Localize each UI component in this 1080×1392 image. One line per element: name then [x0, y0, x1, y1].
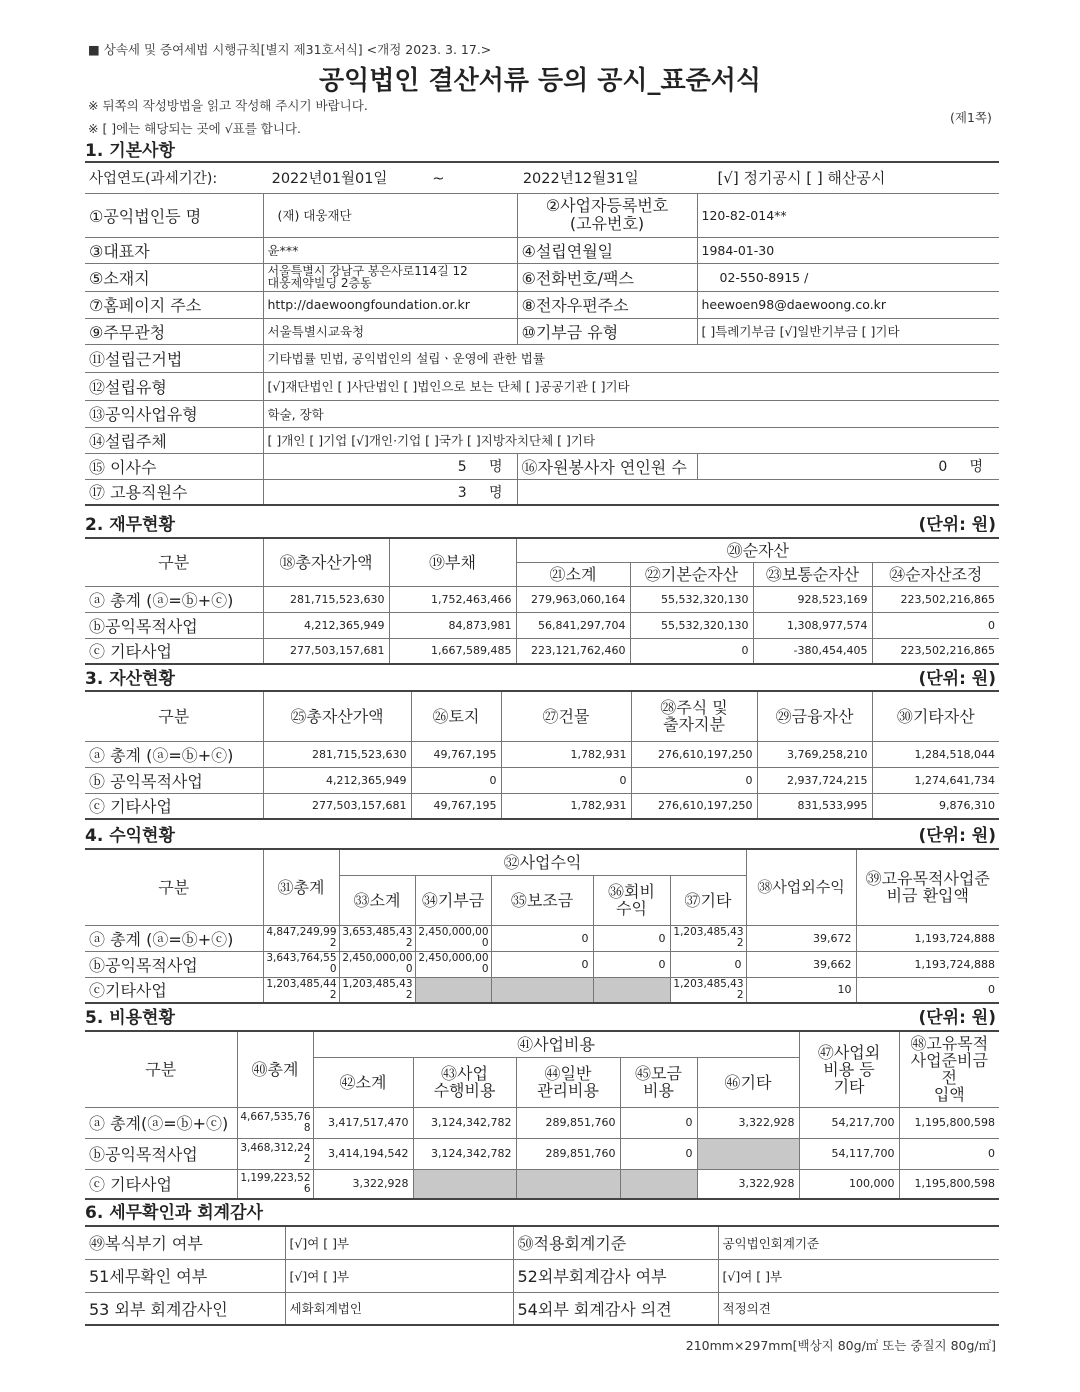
- cell: 0: [593, 925, 670, 951]
- name-label: ①공익법인등 명: [85, 193, 263, 237]
- rep-value: 윤***: [263, 237, 517, 263]
- auditor-value: 세화회계법인: [285, 1292, 513, 1325]
- directors-value: 5: [457, 459, 467, 475]
- shaded-cell: [593, 977, 670, 1003]
- cell: 3,322,928: [313, 1169, 413, 1199]
- type-label: ⑫설립유형: [85, 372, 263, 400]
- employees-label: ⑰ 고용직원수: [85, 479, 263, 505]
- cell: 1,782,931: [501, 741, 631, 767]
- addr-value: [263, 263, 517, 291]
- cell: 54,117,700: [799, 1138, 899, 1169]
- cell: 39,662: [746, 951, 856, 977]
- rev-header-reserve: ㊴고유목적사업준 비금 환입액: [856, 849, 999, 925]
- cell: 100,000: [799, 1169, 899, 1199]
- cell: 1,203,485,432: [339, 977, 415, 1003]
- cell: -380,454,405: [753, 638, 872, 664]
- cell: 1,203,485,442: [263, 977, 339, 1003]
- cell: 2,937,724,215: [757, 767, 872, 793]
- fin-header-adjust: ㉔순자산조정: [872, 562, 999, 586]
- cell: 1,195,800,598: [899, 1169, 999, 1199]
- standard-value: 공익법인회계기준: [718, 1226, 999, 1259]
- founded-label: ④설립연월일: [517, 237, 697, 263]
- asset-header-stocks: ㉘주식 및 출자지분: [631, 691, 757, 741]
- standard-label: ㊿적용회계기준: [513, 1226, 718, 1259]
- cell: 1,274,641,734: [872, 767, 999, 793]
- cell: 0: [491, 951, 593, 977]
- table-row: [85, 1107, 999, 1138]
- rep-label: ③대표자: [85, 237, 263, 263]
- cell: 3,653,485,432: [339, 925, 415, 951]
- cell: 56,841,297,704: [516, 612, 630, 638]
- gov-label: ⑨주무관청: [85, 318, 263, 344]
- row-label: ⓒ 기타사업: [85, 1169, 237, 1199]
- phone-value: 02-550-8915 /: [697, 263, 999, 291]
- exp-header-business: ㊶사업비용: [313, 1031, 799, 1057]
- table-row: [85, 612, 999, 638]
- cell: 289,851,760: [516, 1138, 620, 1169]
- cell: 0: [593, 951, 670, 977]
- cell: 279,963,060,164: [516, 586, 630, 612]
- row-label: ⓐ 총계 (ⓐ=ⓑ+ⓒ): [85, 925, 263, 951]
- cell: 831,533,995: [757, 793, 872, 819]
- table-row: [85, 767, 999, 793]
- donation-label: ⑩기부금 유형: [517, 318, 697, 344]
- bookkeeping-value: [√]여 [ ]부: [285, 1226, 513, 1259]
- fin-header-category: 구분: [85, 538, 263, 586]
- section-2-title: 2. 재무현황: [85, 515, 175, 535]
- bizno-value: 120-82-014**: [697, 193, 999, 237]
- cell: 1,782,931: [501, 793, 631, 819]
- cell: 9,876,310: [872, 793, 999, 819]
- shaded-cell: [413, 1169, 516, 1199]
- cell: 39,672: [746, 925, 856, 951]
- fin-header-basic: ㉒기본순자산: [630, 562, 753, 586]
- rev-header-subsidy: ㉟보조금: [491, 875, 593, 925]
- cell: 49,767,195: [411, 793, 501, 819]
- volunteer-unit: 명: [969, 459, 984, 475]
- fin-header-net-assets: ⑳순자산: [516, 538, 999, 562]
- shaded-cell: [415, 977, 491, 1003]
- employees-value: 3: [457, 484, 467, 501]
- exp-header-fundraising: ㊺모금 비용: [620, 1057, 697, 1107]
- cell: 289,851,760: [516, 1107, 620, 1138]
- cell: 4,667,535,768: [237, 1107, 313, 1138]
- cell: 3,769,258,210: [757, 741, 872, 767]
- gov-value: 서울특별시교육청: [263, 318, 517, 344]
- instruction-note: ※ 뒤쪽의 작성방법을 읽고 작성해 주시기 바랍니다.: [88, 98, 368, 113]
- cell: 1,667,589,485: [389, 638, 516, 664]
- cell: 54,217,700: [799, 1107, 899, 1138]
- cell: 223,502,216,865: [872, 638, 999, 664]
- period-to: 2022년12월31일: [522, 171, 639, 188]
- section-1-title: 1. 기본사항: [85, 141, 175, 161]
- section-4-title: 4. 수익현황: [85, 826, 175, 846]
- basic-info-table: [85, 161, 999, 506]
- row-label: ⓑ공익목적사업: [85, 951, 263, 977]
- addr-line-1: 서울특별시 강남구 봉은사로114길 12: [267, 264, 468, 278]
- cell: 3,322,928: [697, 1169, 799, 1199]
- law-label: ⑪설립근거법: [85, 344, 263, 372]
- cell: 3,414,194,542: [313, 1138, 413, 1169]
- cell: 277,503,157,681: [263, 638, 389, 664]
- table-row: [85, 951, 999, 977]
- exp-header-reserve: ㊽고유목적 사업준비금전 입액: [899, 1031, 999, 1107]
- email-label: ⑧전자우편주소: [517, 291, 697, 318]
- phone-label: ⑥전화번호/팩스: [517, 263, 697, 291]
- cell: 0: [872, 612, 999, 638]
- fin-header-ordinary: ㉓보통순자산: [753, 562, 872, 586]
- section-3-title: 3. 자산현황: [85, 669, 175, 689]
- fin-header-subtotal: ㉑소계: [516, 562, 630, 586]
- cell: 3,643,764,550: [263, 951, 339, 977]
- bookkeeping-label: ㊾복식부기 여부: [85, 1226, 285, 1259]
- type-value: [√]재단법인 [ ]사단법인 [ ]법인으로 보는 단체 [ ]공공기관 [ ]기타: [263, 372, 999, 400]
- audit-table: [85, 1225, 999, 1326]
- founder-value: [ ]개인 [ ]기업 [√]개인·기업 [ ]국가 [ ]지방자치단체 [ ]기타: [263, 427, 999, 453]
- employees-unit: 명: [488, 484, 503, 501]
- cell: 3,124,342,782: [413, 1138, 516, 1169]
- law-value: 기타법률 민법, 공익법인의 설립ㆍ운영에 관한 법률: [263, 344, 999, 372]
- directors-cell: [263, 453, 517, 479]
- row-label: ⓐ 총계 (ⓐ=ⓑ+ⓒ): [85, 741, 263, 767]
- home-label: ⑦홈페이지 주소: [85, 291, 263, 318]
- cell: 1,199,223,526: [237, 1169, 313, 1199]
- shaded-cell: [516, 1169, 620, 1199]
- shaded-cell: [697, 1138, 799, 1169]
- rev-header-other: ㊲기타: [670, 875, 746, 925]
- section-6-title: 6. 세무확인과 회계감사: [85, 1203, 263, 1223]
- section-5-unit: (단위: 원): [918, 1008, 996, 1028]
- cell: 281,715,523,630: [263, 586, 389, 612]
- asset-header-financial: ㉙금융자산: [757, 691, 872, 741]
- cell: 276,610,197,250: [631, 741, 757, 767]
- cell: 49,767,195: [411, 741, 501, 767]
- rev-header-fee: ㊱회비 수익: [593, 875, 670, 925]
- cell: 277,503,157,681: [263, 793, 411, 819]
- fin-header-liabilities: ⑲부채: [389, 538, 516, 586]
- exp-header-nonbusiness: ㊼사업외 비용 등 기타: [799, 1031, 899, 1107]
- volunteer-value: 0: [938, 459, 948, 475]
- cell: 1,203,485,432: [670, 925, 746, 951]
- rev-header-category: 구분: [85, 849, 263, 925]
- email-value: heewoen98@daewoong.co.kr: [697, 291, 999, 318]
- cell: 1,195,800,598: [899, 1107, 999, 1138]
- cell: 223,121,762,460: [516, 638, 630, 664]
- table-row: [85, 977, 999, 1003]
- name-value: (재) 대웅재단: [263, 193, 517, 237]
- opinion-label: 54외부 회계감사 의견: [513, 1292, 718, 1325]
- cell: 0: [856, 977, 999, 1003]
- cell: 3,468,312,242: [237, 1138, 313, 1169]
- founder-label: ⑭설립주체: [85, 427, 263, 453]
- period-row: [85, 162, 999, 193]
- row-label: ⓐ 총계 (ⓐ=ⓑ+ⓒ): [85, 586, 263, 612]
- row-label: ⓑ공익목적사업: [85, 612, 263, 638]
- exp-header-admin: ㊹일반 관리비용: [516, 1057, 620, 1107]
- auditor-label: 53 외부 회계감사인: [85, 1292, 285, 1325]
- bizno-label: ②사업자등록번호 (고유번호): [517, 193, 697, 237]
- cell: 1,193,724,888: [856, 925, 999, 951]
- cell: 10: [746, 977, 856, 1003]
- cell: 0: [411, 767, 501, 793]
- founded-value: 1984-01-30: [697, 237, 999, 263]
- rev-header-business: ㉜사업수익: [339, 849, 746, 875]
- cell: 0: [630, 638, 753, 664]
- cell: 1,752,463,466: [389, 586, 516, 612]
- row-label: ⓒ기타사업: [85, 977, 263, 1003]
- cell: 4,212,365,949: [263, 612, 389, 638]
- row-label: ⓐ 총계(ⓐ=ⓑ+ⓒ): [85, 1107, 237, 1138]
- section-3-unit: (단위: 원): [918, 669, 996, 689]
- cell: 1,308,977,574: [753, 612, 872, 638]
- cell: 3,322,928: [697, 1107, 799, 1138]
- cell: 2,450,000,000: [415, 925, 491, 951]
- asset-header-category: 구분: [85, 691, 263, 741]
- volunteer-label: ⑯자원봉사자 연인원 수: [517, 453, 697, 479]
- taxcheck-value: [√]여 [ ]부: [285, 1259, 513, 1292]
- disclosure-type: [√] 정기공시 [ ] 해산공시: [717, 169, 886, 188]
- table-row: [85, 741, 999, 767]
- volunteer-cell: [697, 453, 999, 479]
- cell: 55,532,320,130: [630, 586, 753, 612]
- cell: 0: [670, 951, 746, 977]
- addr-line-2: 대웅제약빌딩 2층동: [267, 276, 372, 290]
- cell: 2,450,000,000: [339, 951, 415, 977]
- cell: 1,203,485,432: [670, 977, 746, 1003]
- cell: 84,873,981: [389, 612, 516, 638]
- row-label: ⓒ 기타사업: [85, 638, 263, 664]
- directors-label: ⑮ 이사수: [85, 453, 263, 479]
- checkbox-note: ※ [ ]에는 해당되는 곳에 √표를 합니다.: [88, 121, 301, 136]
- revenue-table: [85, 848, 999, 1004]
- table-row: [85, 1169, 999, 1199]
- rev-header-total: ㉛총계: [263, 849, 339, 925]
- paper-spec: 210mm×297mm[백상지 80g/㎡ 또는 중질지 80g/㎡]: [685, 1338, 996, 1353]
- exp-header-other: ㊻기타: [697, 1057, 799, 1107]
- biztype-label: ⑬공익사업유형: [85, 400, 263, 427]
- rev-header-subtotal: ㉝소계: [339, 875, 415, 925]
- asset-header-land: ㉖토지: [411, 691, 501, 741]
- cell: 2,450,000,000: [415, 951, 491, 977]
- page-number: (제1쪽): [950, 110, 992, 125]
- cell: 4,212,365,949: [263, 767, 411, 793]
- cell: 223,502,216,865: [872, 586, 999, 612]
- section-4-unit: (단위: 원): [918, 826, 996, 846]
- form-reference: ■ 상속세 및 증여세법 시행규칙[별지 제31호서식] <개정 2023. 3. 17.>: [88, 42, 492, 57]
- period-label: 사업연도(과세기간):: [89, 171, 218, 188]
- directors-unit: 명: [488, 459, 503, 475]
- cell: 55,532,320,130: [630, 612, 753, 638]
- cell: 3,124,342,782: [413, 1107, 516, 1138]
- exp-header-total: ㊵총계: [237, 1031, 313, 1107]
- cell: 4,847,249,992: [263, 925, 339, 951]
- donation-value: [ ]특례기부금 [√]일반기부금 [ ]기타: [697, 318, 999, 344]
- cell: 1,284,518,044: [872, 741, 999, 767]
- cell: 281,715,523,630: [263, 741, 411, 767]
- empty-cell: [517, 479, 999, 505]
- row-label: ⓑ공익목적사업: [85, 1138, 237, 1169]
- shaded-cell: [620, 1169, 697, 1199]
- audit-value: [√]여 [ ]부: [718, 1259, 999, 1292]
- exp-header-operation: ㊸사업 수행비용: [413, 1057, 516, 1107]
- exp-header-category: 구분: [85, 1031, 237, 1107]
- exp-header-subtotal: ㊷소계: [313, 1057, 413, 1107]
- asset-header-total: ㉕총자산가액: [263, 691, 411, 741]
- cell: 0: [620, 1138, 697, 1169]
- asset-header-building: ㉗건물: [501, 691, 631, 741]
- cell: 0: [620, 1107, 697, 1138]
- cell: 928,523,169: [753, 586, 872, 612]
- cell: 276,610,197,250: [631, 793, 757, 819]
- table-row: [85, 586, 999, 612]
- period-tilde: ~: [432, 171, 445, 188]
- rev-header-donation: ㉞기부금: [415, 875, 491, 925]
- cell: 1,193,724,888: [856, 951, 999, 977]
- audit-label: 52외부회계감사 여부: [513, 1259, 718, 1292]
- table-row: [85, 1138, 999, 1169]
- shaded-cell: [491, 977, 593, 1003]
- row-label: ⓒ 기타사업: [85, 793, 263, 819]
- employees-cell: [263, 479, 517, 505]
- asset-header-other: ㉚기타자산: [872, 691, 999, 741]
- home-value: http://daewoongfoundation.or.kr: [263, 291, 517, 318]
- table-row: [85, 925, 999, 951]
- cell: 0: [631, 767, 757, 793]
- opinion-value: 적정의견: [718, 1292, 999, 1325]
- fin-header-total-assets: ⑱총자산가액: [263, 538, 389, 586]
- addr-label: ⑤소재지: [85, 263, 263, 291]
- cell: 3,417,517,470: [313, 1107, 413, 1138]
- taxcheck-label: 51세무확인 여부: [85, 1259, 285, 1292]
- section-2-unit: (단위: 원): [918, 515, 996, 535]
- asset-table: [85, 690, 999, 820]
- table-row: [85, 793, 999, 819]
- expense-table: [85, 1030, 999, 1200]
- section-5-title: 5. 비용현황: [85, 1008, 175, 1028]
- cell: 0: [501, 767, 631, 793]
- period-from: 2022년01월01일: [271, 171, 388, 188]
- cell: 0: [899, 1138, 999, 1169]
- financial-table: [85, 537, 999, 665]
- table-row: [85, 638, 999, 664]
- page-title: 공익법인 결산서류 등의 공시_표준서식: [318, 66, 761, 96]
- biztype-value: 학술, 장학: [263, 400, 999, 427]
- rev-header-nonbusiness: ㊳사업외수익: [746, 849, 856, 925]
- row-label: ⓑ 공익목적사업: [85, 767, 263, 793]
- cell: 0: [491, 925, 593, 951]
